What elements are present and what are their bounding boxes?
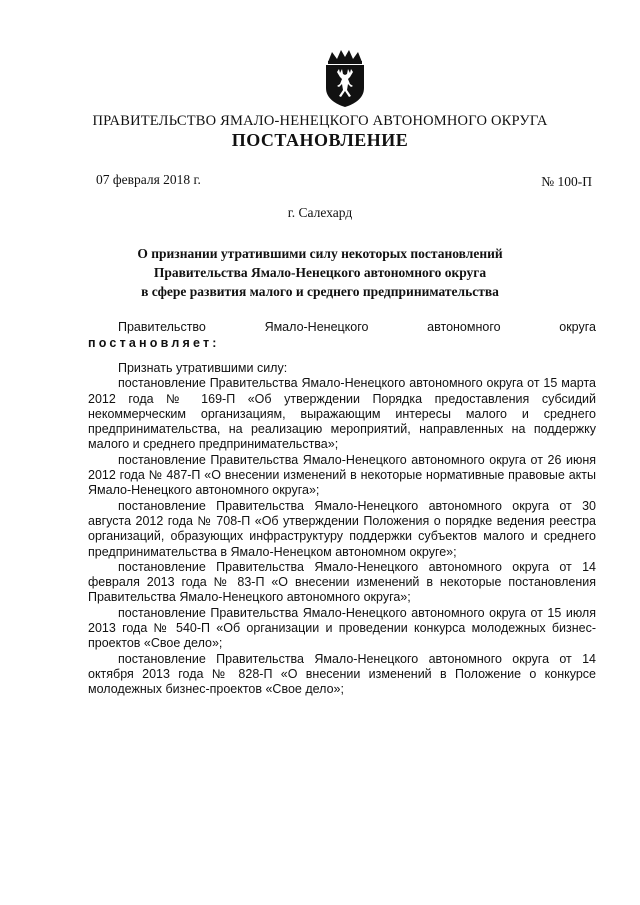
body-item: постановление Правительства Ямало-Ненецкого автономного округа от 30 августа 2012 года № 708-П «Об утверждении Положения о порядке ведения реестра организаций, образующих инфраструктуру поддержки субъектов малого и среднего предпринимательства в Ямало-Ненецком автономном округе»;: [88, 498, 596, 559]
preamble-word: Правительство: [118, 320, 206, 334]
title-line: Правительства Ямало-Ненецкого автономного округа: [153, 265, 487, 280]
preamble-word: округа: [559, 320, 596, 334]
title-line: О признании утратившими силу некоторых постановлений: [137, 246, 503, 261]
body-intro: Признать утратившими силу:: [118, 361, 288, 375]
preamble-word: автономного: [427, 320, 501, 334]
title-line: в сфере развития малого и среднего предпринимательства: [141, 284, 499, 299]
organization-name: ПРАВИТЕЛЬСТВО ЯМАЛО-НЕНЕЦКОГО АВТОНОМНОГО ОКРУГА: [92, 113, 548, 129]
coat-of-arms-emblem-icon: [322, 50, 368, 108]
body-item: постановление Правительства Ямало-Ненецкого автономного округа от 15 марта 2012 года № 169-П «Об утверждении Порядка предоставления субсидий некоммерческим организациям, выражающим интересы малого и среднего предпринимательства, на реализацию мероприятий, направленных на поддержку малого и среднего предпринимательства»;: [88, 376, 596, 452]
preamble-word: Ямало-Ненецкого: [264, 320, 369, 334]
document-date: 07 февраля 2018 г.: [96, 172, 201, 187]
document-number: № 100-П: [541, 174, 592, 189]
preamble: [118, 320, 596, 334]
document-title: [90, 244, 550, 301]
decree-word: постановляет:: [88, 336, 220, 350]
document-city: г. Салехард: [287, 205, 353, 220]
body-item: постановление Правительства Ямало-Ненецкого автономного округа от 15 июля 2013 года № 540-П «Об организации и проведении конкурса молодежных бизнес-проектов «Свое дело»;: [88, 605, 596, 651]
body-item: постановление Правительства Ямало-Ненецкого автономного округа от 14 февраля 2013 года № 83-П «О внесении изменений в некоторые постановления Правительства Ямало-Ненецкого автономного округа»;: [88, 559, 596, 605]
body-item: постановление Правительства Ямало-Ненецкого автономного округа от 14 октября 2013 года № 828-П «О внесении изменений в Положение о конкурсе молодежных бизнес-проектов «Свое дело»;: [88, 651, 596, 697]
document-type: ПОСТАНОВЛЕНИЕ: [231, 130, 409, 150]
document-body: [88, 361, 596, 698]
body-item: постановление Правительства Ямало-Ненецкого автономного округа от 26 июня 2012 года № 487-П «О внесении изменений в некоторые нормативные правовые акты Ямало-Ненецкого автономного округа»;: [88, 452, 596, 498]
